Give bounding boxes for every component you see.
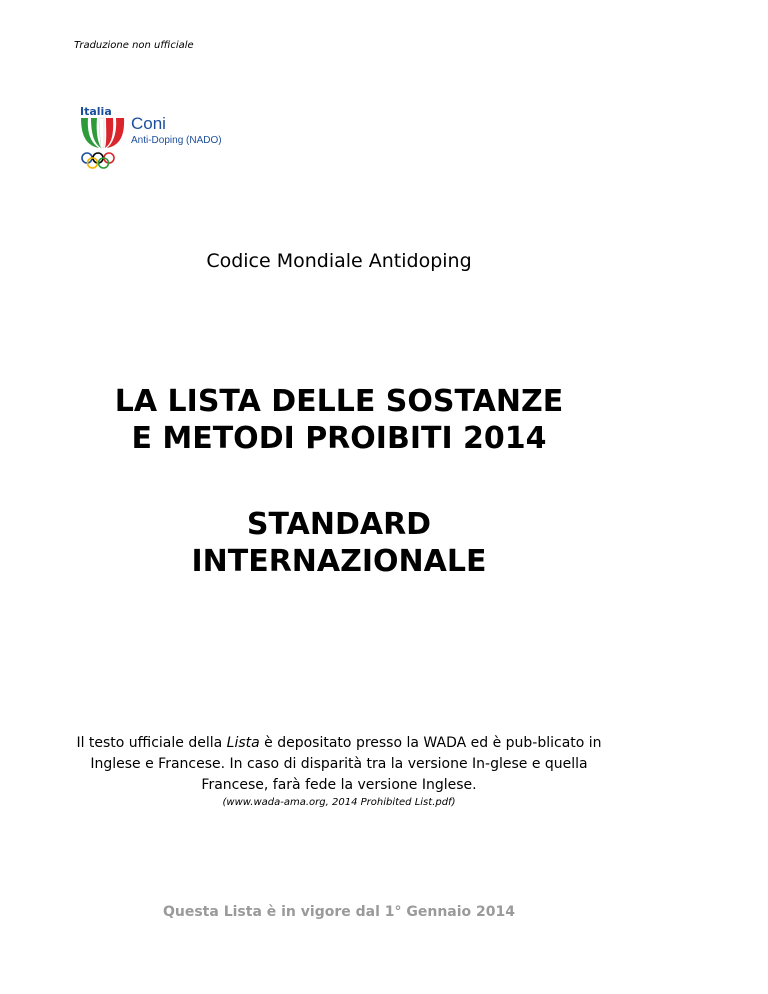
tricolor-emblem-icon xyxy=(81,118,124,148)
effective-date: Questa Lista è in vigore dal 1° Gennaio 2014 xyxy=(162,904,515,920)
standard-title xyxy=(0,506,678,580)
standard-title-line-1: STANDARD xyxy=(246,507,432,542)
olympic-rings-icon xyxy=(82,153,114,168)
logo-subtitle: Anti-Doping (NADO) xyxy=(131,135,222,146)
notice-text-end: è depositato presso la WADA ed è pub-blicato in Inglese e Francese. In caso di disparità tra la versione In-glese e quella Francese, farà fede la versione Inglese. xyxy=(90,735,602,793)
main-title xyxy=(0,383,678,457)
logo-country-text: Italia xyxy=(80,105,112,118)
notice-list-emphasis: Lista xyxy=(226,735,260,751)
main-title-line-1: LA LISTA DELLE SOSTANZE xyxy=(114,384,564,419)
notice-text-start: Il testo ufficiale della xyxy=(76,735,227,751)
header-note: Traduzione non ufficiale xyxy=(74,40,194,51)
standard-title-line-2: INTERNAZIONALE xyxy=(191,544,487,579)
main-title-line-2: E METODI PROIBITI 2014 xyxy=(131,421,547,456)
official-text-notice xyxy=(74,733,604,796)
logo-name: Coni xyxy=(131,114,166,133)
source-reference: (www.wada-ama.org, 2014 Prohibited List.pdf) xyxy=(222,797,456,808)
code-title: Codice Mondiale Antidoping xyxy=(206,250,472,272)
